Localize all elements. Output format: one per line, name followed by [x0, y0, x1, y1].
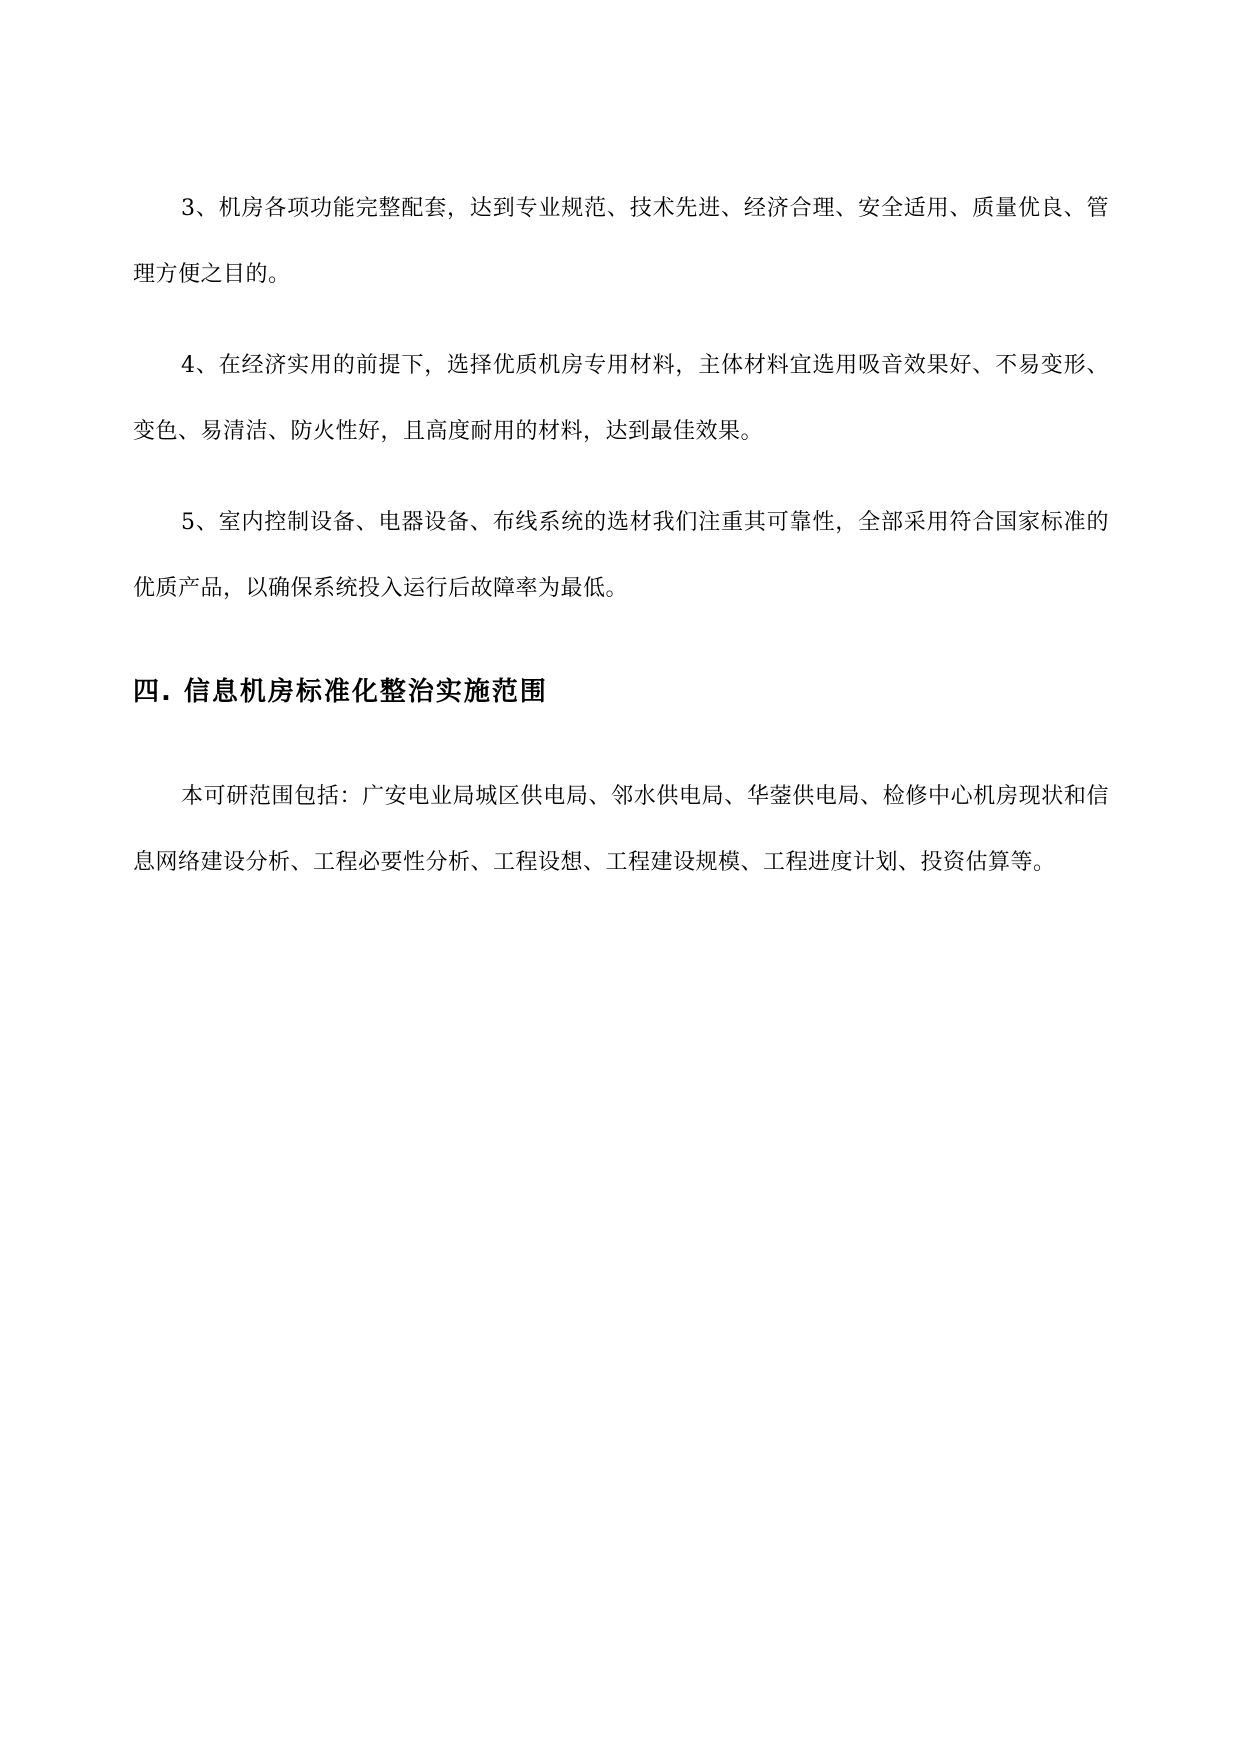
document-body: [133, 176, 1109, 896]
paragraph-item-3: 3、机房各项功能完整配套，达到专业规范、技术先进、经济合理、安全适用、质量优良、管理方便之目的。: [133, 196, 1109, 287]
paragraph-scope: 本可研范围包括：广安电业局城区供电局、邻水供电局、华蓥供电局、检修中心机房现状和信息网络建设分析、工程必要性分析、工程设想、工程建设规模、工程进度计划、投资估算等。: [133, 784, 1109, 875]
paragraph-item-5: 5、室内控制设备、电器设备、布线系统的选材我们注重其可靠性，全部采用符合国家标准的优质产品，以确保系统投入运行后故障率为最低。: [133, 510, 1109, 601]
section-heading: 四. 信息机房标准化整治实施范围: [133, 677, 548, 707]
paragraph-item-4: 4、在经济实用的前提下，选择优质机房专用材料，主体材料宜选用吸音效果好、不易变形、变色、易清洁、防火性好，且高度耐用的材料，达到最佳效果。: [133, 353, 1109, 444]
